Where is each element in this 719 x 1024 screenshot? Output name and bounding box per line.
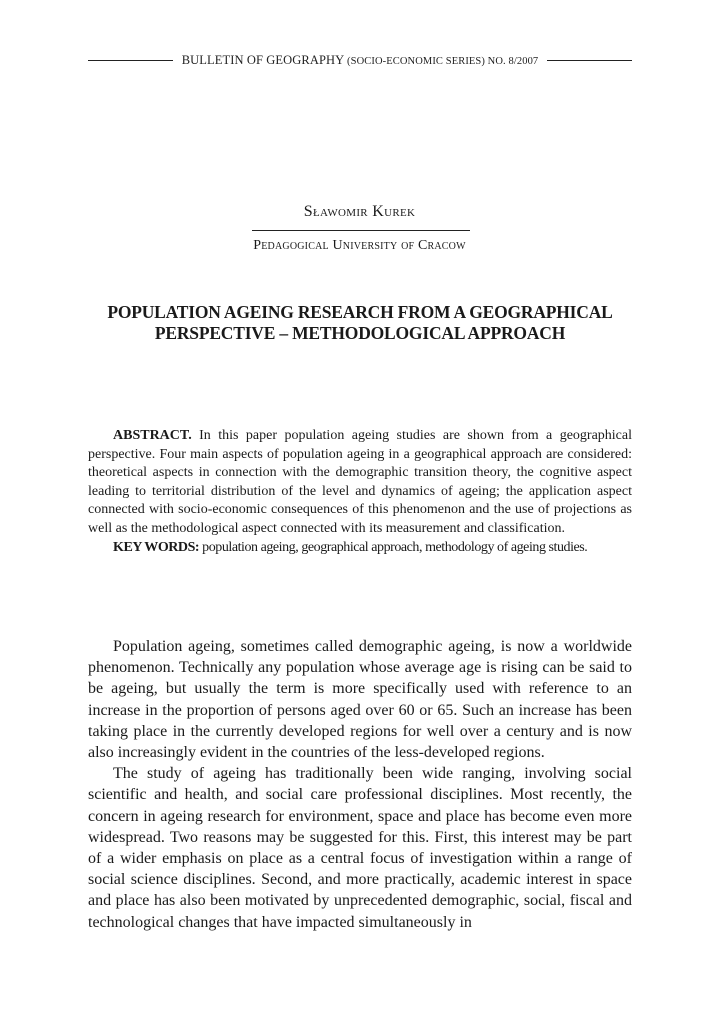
paper-title-line-1: POPULATION AGEING RESEARCH FROM A GEOGRAPHICAL	[107, 302, 613, 322]
paper-title-line-2: PERSPECTIVE – METHODOLOGICAL APPROACH	[154, 323, 566, 343]
running-header	[88, 50, 632, 70]
body-text	[88, 636, 632, 933]
journal-main: BULLETIN OF GEOGRAPHY	[181, 52, 344, 67]
abstract-paragraph	[88, 427, 632, 539]
body-paragraph-1: Population ageing, sometimes called demographic ageing, is now a worldwide phenomenon. Technically any population whose average age is rising can be said to be ageing, but usually the term is more specifically used with reference to an increase in the proportion of persons aged over 60 or 65. Such an increase has been taking place in the currently developed regions for well over a century and is now also increasingly evident in the countries of the less-developed regions.	[88, 638, 632, 762]
body-paragraph-2: The study of ageing has traditionally been wide ranging, involving social scientific and health, and social care professional disciplines. Most recently, the concern in ageing research for environment, space and place has become even more widespread. Two reasons may be suggested for this. First, this interest may be part of a wider emphasis on place as a central focus of investigation within a range of social science disciplines. Second, and more practically, academic interest in space and place has also been motivated by unprecedented demographic, social, fiscal and technological changes that have impacted simultaneously in	[88, 765, 632, 931]
journal-series: (SOCIO-ECONOMIC SERIES) NO. 8/2007	[347, 55, 539, 67]
author-name: Sławomir Kurek	[303, 203, 416, 220]
abstract-text: In this paper population ageing studies are shown from a geographical perspective. Four main aspects of population ageing in a geographical approach are considered: theoretical aspects in connection with the demographic transition theory, the cognitive aspect leading to territorial distribution of the level and dynamics of ageing; the application aspect connected with socio-economic consequences of this phenomenon and the use of projections as well as the methodological aspect connected with its measurement and classification.	[88, 428, 632, 536]
keywords-label: KEY WORDS:	[113, 539, 200, 555]
keywords-paragraph	[88, 539, 632, 558]
abstract-section	[88, 427, 632, 557]
header-rule-left	[88, 60, 173, 61]
header-rule-right	[547, 60, 632, 61]
paper-title	[88, 302, 632, 344]
keywords-text: population ageing, geographical approach, methodology of ageing studies.	[199, 539, 588, 555]
author-divider	[252, 230, 470, 231]
abstract-label: ABSTRACT.	[113, 428, 192, 443]
journal-title	[173, 53, 548, 68]
author-affiliation: Pedagogical University of Cracow	[253, 238, 466, 253]
